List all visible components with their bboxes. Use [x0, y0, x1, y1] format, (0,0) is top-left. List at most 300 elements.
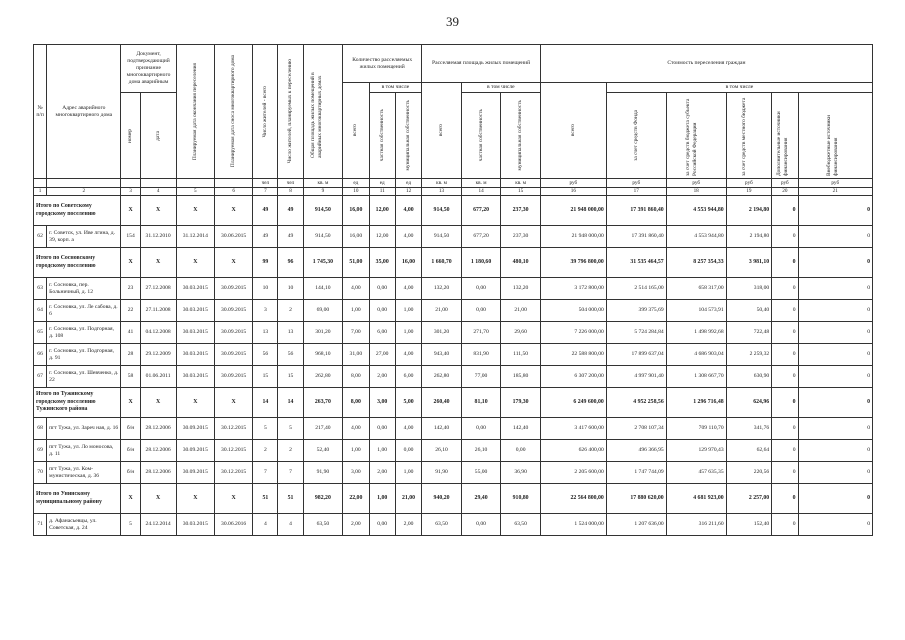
table-cell: 144,10 — [303, 278, 343, 300]
subtotal-cell: X — [214, 248, 252, 278]
table-cell: 5 — [121, 514, 140, 536]
table-cell: 0,00 — [369, 514, 395, 536]
subtotal-cell: X — [140, 388, 176, 418]
units-cell: чел — [253, 179, 278, 188]
table-cell: 4,00 — [395, 418, 421, 440]
table-row — [34, 278, 873, 300]
subtotal-cell: 0 — [772, 196, 798, 226]
table-cell: 62,64 — [726, 440, 772, 462]
header-total-area: Общая площадь жилых помещений в аварийных многоквартирных домах — [309, 71, 323, 158]
subtotal-label: Итого по Тужинскому городскому поселению Тужинского района — [34, 388, 121, 418]
page-number: 39 — [446, 14, 459, 29]
table-cell: 0 — [772, 418, 798, 440]
address-cell: г. Сосновка, ул. Подгорная, д. 91 — [47, 344, 121, 366]
table-row — [34, 322, 873, 344]
table-cell: 129 970,43 — [666, 440, 726, 462]
table-cell: 7 226 000,00 — [540, 322, 606, 344]
subtotal-cell: X — [121, 196, 140, 226]
table-cell: 65 — [34, 322, 47, 344]
header-cost-in-that: в том числе — [606, 83, 872, 93]
table-cell: 4 — [253, 514, 278, 536]
table-cell: 4 553 944,80 — [666, 226, 726, 248]
subtotal-cell: 0 — [772, 248, 798, 278]
address-cell: г. Советск, ул. Иве лгина, д. 39, корп. а — [47, 226, 121, 248]
units-cell: кв. м — [461, 179, 501, 188]
table-row — [34, 366, 873, 388]
subtotal-cell: X — [176, 388, 214, 418]
units-cell: кв. м — [422, 179, 462, 188]
table-cell: 30.12.2015 — [214, 418, 252, 440]
header-cost-regional: за счет средств бюджета субъекта Российской Федерации — [685, 98, 699, 176]
table-cell: 0,00 — [501, 440, 541, 462]
table-cell: 0 — [798, 344, 872, 366]
subtotal-cell: 1 296 716,48 — [666, 388, 726, 418]
table-cell: 185,80 — [501, 366, 541, 388]
table-cell: 0 — [772, 462, 798, 484]
table-cell: 0 — [798, 462, 872, 484]
table-cell: 28.12.2006 — [140, 418, 176, 440]
column-number-cell: 17 — [606, 188, 666, 196]
table-cell: 262,80 — [422, 366, 462, 388]
table-cell: 7,00 — [343, 322, 369, 344]
header-cost-extra: Дополнительные источники финансирования — [775, 110, 789, 176]
subtotal-cell: 0 — [798, 388, 872, 418]
table-cell: 4,00 — [395, 226, 421, 248]
header-no: № п/п — [34, 45, 47, 179]
table-cell: 7 — [278, 462, 303, 484]
table-cell: б/н — [121, 440, 140, 462]
subtotal-cell: 16,00 — [343, 196, 369, 226]
address-cell: д. Афанасьевцы, ул. Советская, д. 24 — [47, 514, 121, 536]
subtotal-cell: 99 — [253, 248, 278, 278]
table-cell: 30.12.2015 — [214, 462, 252, 484]
address-cell: пгт Тужа, ул. Ло моносова, д. 11 — [47, 440, 121, 462]
table-cell: 968,10 — [303, 344, 343, 366]
subtotal-cell: 6 249 600,00 — [540, 388, 606, 418]
table-cell: 8,00 — [343, 366, 369, 388]
table-cell: 56 — [253, 344, 278, 366]
table-cell: 2,00 — [369, 366, 395, 388]
column-number-cell: 6 — [214, 188, 252, 196]
table-cell: 27,00 — [369, 344, 395, 366]
subtotal-cell: 35,00 — [369, 248, 395, 278]
address-cell: г. Сосновка, пер. Больничный, д. 12 — [47, 278, 121, 300]
table-cell: 1 524 000,00 — [540, 514, 606, 536]
table-cell: 24.12.2014 — [140, 514, 176, 536]
subtotal-cell: 14 — [253, 388, 278, 418]
table-cell: 496 366,95 — [606, 440, 666, 462]
table-cell: 4 686 903,04 — [666, 344, 726, 366]
column-number-cell: 20 — [772, 188, 798, 196]
table-cell: 63 — [34, 278, 47, 300]
table-cell: 69 — [34, 440, 47, 462]
table-cell: 0 — [772, 440, 798, 462]
table-cell: 5 — [253, 418, 278, 440]
table-cell: 29,60 — [501, 322, 541, 344]
table-cell: 914,50 — [422, 226, 462, 248]
table-cell: 4,00 — [395, 344, 421, 366]
table-cell: 28 — [121, 344, 140, 366]
header-cost: Стоимость переселения граждан — [540, 45, 872, 83]
table-cell: 55,00 — [461, 462, 501, 484]
table-cell: 30.12.2015 — [214, 440, 252, 462]
table-cell: 21 948 000,00 — [540, 226, 606, 248]
subtotal-cell: 14 — [278, 388, 303, 418]
table-cell: 30.09.2015 — [176, 462, 214, 484]
subtotal-cell: X — [214, 196, 252, 226]
table-row — [34, 462, 873, 484]
column-number-cell: 19 — [726, 188, 772, 196]
subtotal-cell: X — [140, 248, 176, 278]
subtotal-cell: 4 553 944,80 — [666, 196, 726, 226]
table-cell: 316 211,60 — [666, 514, 726, 536]
table-cell: 13 — [253, 322, 278, 344]
table-cell: 4,00 — [343, 418, 369, 440]
table-cell: 301,20 — [303, 322, 343, 344]
header-address: Адрес аварийного многоквартирного дома — [47, 45, 121, 179]
table-cell: 10 — [278, 278, 303, 300]
table-cell: 220,56 — [726, 462, 772, 484]
table-cell: 0 — [772, 300, 798, 322]
table-cell: 31.12.2014 — [176, 226, 214, 248]
table-cell: 626 400,00 — [540, 440, 606, 462]
units-cell: руб — [772, 179, 798, 188]
table-row — [34, 514, 873, 536]
subtotal-cell: 982,20 — [303, 484, 343, 514]
table-cell: 2 194,80 — [726, 226, 772, 248]
column-number-cell: 13 — [422, 188, 462, 196]
subtotal-cell: 480,10 — [501, 248, 541, 278]
table-cell: 0 — [772, 366, 798, 388]
column-number-cell: 15 — [501, 188, 541, 196]
subtotal-row — [34, 484, 873, 514]
table-cell: 0,00 — [369, 418, 395, 440]
subtotal-cell: 940,20 — [422, 484, 462, 514]
table-cell: 71 — [34, 514, 47, 536]
table-cell: 217,40 — [303, 418, 343, 440]
table-cell: 1 498 992,68 — [666, 322, 726, 344]
table-cell: 22 588 800,00 — [540, 344, 606, 366]
header-rooms-municipal: муниципальная собственность — [405, 100, 412, 171]
subtotal-cell: 49 — [253, 196, 278, 226]
table-cell: 31.12.2010 — [140, 226, 176, 248]
table-cell: 4 — [278, 514, 303, 536]
subtotal-label: Итого по Сосновскому городскому поселению — [34, 248, 121, 278]
table-cell: 63,50 — [422, 514, 462, 536]
table-row — [34, 440, 873, 462]
table-cell: 2 514 165,00 — [606, 278, 666, 300]
table-cell: 30.09.2015 — [214, 322, 252, 344]
table-cell: 70 — [34, 462, 47, 484]
table-cell: 30.03.2015 — [176, 322, 214, 344]
subtotal-cell: 3 981,10 — [726, 248, 772, 278]
table-cell: 16,00 — [343, 226, 369, 248]
table-cell: 27.12.2008 — [140, 278, 176, 300]
column-number-cell: 2 — [47, 188, 121, 196]
table-cell: 29.12.2009 — [140, 344, 176, 366]
column-number-row — [34, 188, 873, 196]
address-cell: г. Сосновка, ул. Ле сабова, д. 6 — [47, 300, 121, 322]
subtotal-cell: 624,96 — [726, 388, 772, 418]
table-cell: 91,90 — [303, 462, 343, 484]
units-cell: руб — [726, 179, 772, 188]
table-cell: 722,48 — [726, 322, 772, 344]
subtotal-cell: 31 535 464,57 — [606, 248, 666, 278]
table-cell: 3 — [253, 300, 278, 322]
table-cell: 0 — [772, 226, 798, 248]
header-residents-to-move: Число жителей, планируемых к переселению — [287, 59, 294, 164]
table-cell: 6,00 — [369, 322, 395, 344]
header-cost-extra2: Внебюджетные источники финансирования — [826, 114, 840, 176]
table-cell: 0 — [772, 344, 798, 366]
units-cell — [47, 179, 121, 188]
column-number-cell: 18 — [666, 188, 726, 196]
table-cell: 5 724 284,84 — [606, 322, 666, 344]
table-cell: 943,40 — [422, 344, 462, 366]
table-cell: 3 172 800,00 — [540, 278, 606, 300]
table-cell: 52,40 — [303, 440, 343, 462]
table-cell: 30.09.2015 — [214, 366, 252, 388]
table-cell: 1 207 636,00 — [606, 514, 666, 536]
address-cell: г. Сосновка, ул. Подгорная, д. 108 — [47, 322, 121, 344]
table-cell: 0 — [798, 440, 872, 462]
table-cell: 77,00 — [461, 366, 501, 388]
table-cell: 0,00 — [369, 278, 395, 300]
subtotal-cell: 1,00 — [369, 484, 395, 514]
subtotal-cell: 8,00 — [343, 388, 369, 418]
subtotal-cell: 22 564 800,00 — [540, 484, 606, 514]
address-cell: г. Сосновка, ул. Шевченко, д. 22 — [47, 366, 121, 388]
table-cell: 2,00 — [343, 514, 369, 536]
table-cell: 30.03.2015 — [176, 366, 214, 388]
subtotal-cell: 0 — [772, 388, 798, 418]
subtotal-cell: 0 — [772, 484, 798, 514]
header-residents-total: Число жителей - всего — [261, 85, 268, 138]
units-cell: ед — [343, 179, 369, 188]
table-cell: 630,90 — [726, 366, 772, 388]
table-cell: 30.09.2015 — [214, 300, 252, 322]
subtotal-cell: 237,30 — [501, 196, 541, 226]
table-cell: 30.09.2015 — [176, 418, 214, 440]
subtotal-cell: 17 880 620,00 — [606, 484, 666, 514]
table-cell: 4,00 — [395, 278, 421, 300]
table-cell: 2 — [278, 300, 303, 322]
column-number-cell: 12 — [395, 188, 421, 196]
table-cell: 1 308 667,70 — [666, 366, 726, 388]
table-cell: 0,00 — [369, 300, 395, 322]
column-number-cell: 7 — [253, 188, 278, 196]
subtotal-cell: 2 257,00 — [726, 484, 772, 514]
table-cell: 30.03.2015 — [176, 278, 214, 300]
table-cell: 30.03.2015 — [176, 514, 214, 536]
subtotal-cell: 51,00 — [343, 248, 369, 278]
table-cell: 677,20 — [461, 226, 501, 248]
table-cell: 2 205 600,00 — [540, 462, 606, 484]
units-cell: ед — [369, 179, 395, 188]
subtotal-cell: 5,00 — [395, 388, 421, 418]
table-cell: 142,40 — [501, 418, 541, 440]
subtotal-cell: 4 681 923,00 — [666, 484, 726, 514]
table-cell: б/н — [121, 462, 140, 484]
table-cell: 30.06.2015 — [214, 226, 252, 248]
address-cell: пгт Тужа, ул. Ком мунистическая, д. 36 — [47, 462, 121, 484]
table-cell: 56 — [278, 344, 303, 366]
table-cell: 28.12.2006 — [140, 462, 176, 484]
table-cell: 27.11.2008 — [140, 300, 176, 322]
table-cell: 1,00 — [343, 440, 369, 462]
subtotal-cell: X — [176, 484, 214, 514]
subtotal-cell: 0 — [798, 248, 872, 278]
subtotal-cell: 51 — [253, 484, 278, 514]
subtotal-cell: 12,00 — [369, 196, 395, 226]
header-rooms-count: Количество расселяемых жилых помещений — [343, 45, 422, 83]
table-cell: 831,90 — [461, 344, 501, 366]
header-planned-move-date: Планируемая дата окончания переселения — [191, 62, 198, 161]
units-cell: кв. м — [501, 179, 541, 188]
table-cell: 2 708 107,34 — [606, 418, 666, 440]
table-cell: 0 — [772, 278, 798, 300]
subtotal-cell: 17 391 860,40 — [606, 196, 666, 226]
table-cell: 91,90 — [422, 462, 462, 484]
subtotal-cell: 0 — [798, 484, 872, 514]
header-planned-demolition-date: Планируемая дата сноса многоквартирного дома — [230, 55, 237, 168]
table-cell: 457 635,35 — [666, 462, 726, 484]
units-cell — [140, 179, 176, 188]
table-cell: 15 — [253, 366, 278, 388]
table-cell: 30.03.2015 — [176, 344, 214, 366]
subtotal-cell: 2 194,80 — [726, 196, 772, 226]
column-number-cell: 11 — [369, 188, 395, 196]
table-cell: 64 — [34, 300, 47, 322]
subtotal-cell: X — [121, 484, 140, 514]
table-cell: 21,00 — [422, 300, 462, 322]
table-cell: 1,00 — [343, 300, 369, 322]
table-row — [34, 344, 873, 366]
column-number-cell: 5 — [176, 188, 214, 196]
table-cell: 1,00 — [369, 440, 395, 462]
table-cell: 2 — [278, 440, 303, 462]
subtotal-cell: X — [214, 484, 252, 514]
table-cell: 49 — [278, 226, 303, 248]
table-cell: 10 — [253, 278, 278, 300]
header-resettled-area: Расселяемая площадь жилых помещений — [422, 45, 541, 83]
table-cell: 0 — [798, 322, 872, 344]
table-cell: 4 997 901,40 — [606, 366, 666, 388]
table-cell: 63,50 — [303, 514, 343, 536]
table-cell: 23 — [121, 278, 140, 300]
table-cell: 69,00 — [303, 300, 343, 322]
table-cell: 41 — [121, 322, 140, 344]
table-cell: 0 — [798, 226, 872, 248]
units-cell — [176, 179, 214, 188]
units-cell: руб — [540, 179, 606, 188]
table-cell: 262,80 — [303, 366, 343, 388]
subtotal-cell: 263,70 — [303, 388, 343, 418]
subtotal-row — [34, 196, 873, 226]
table-cell: 0 — [772, 322, 798, 344]
table-cell: 5 — [278, 418, 303, 440]
table-cell: 1,00 — [395, 462, 421, 484]
table-cell: 68 — [34, 418, 47, 440]
subtotal-label: Итого по Советскому городскому поселению — [34, 196, 121, 226]
table-cell: 0,00 — [395, 440, 421, 462]
table-cell: 21,00 — [501, 300, 541, 322]
subtotal-cell: 51 — [278, 484, 303, 514]
table-cell: 2 — [253, 440, 278, 462]
table-cell: 0,00 — [461, 514, 501, 536]
subtotal-label: Итого по Унинскому муниципальному району — [34, 484, 121, 514]
subtotal-cell: X — [140, 484, 176, 514]
header-doc-number: номер — [127, 128, 134, 143]
header-doc-date: дата — [154, 130, 161, 141]
subtotal-cell: 910,80 — [501, 484, 541, 514]
table-cell: 22 — [121, 300, 140, 322]
units-cell: руб — [798, 179, 872, 188]
table-cell: 104 573,91 — [666, 300, 726, 322]
table-cell: 67 — [34, 366, 47, 388]
units-cell — [34, 179, 47, 188]
units-row — [34, 179, 873, 188]
table-cell: 7 — [253, 462, 278, 484]
table-cell: 30.09.2015 — [214, 344, 252, 366]
table-cell: 62 — [34, 226, 47, 248]
table-row — [34, 226, 873, 248]
table-cell: 6,00 — [395, 366, 421, 388]
subtotal-cell: X — [121, 248, 140, 278]
header-rooms-total: всего — [352, 124, 359, 137]
subtotal-cell: 677,20 — [461, 196, 501, 226]
header-rooms-private: частная собственность — [378, 109, 385, 162]
table-cell: 142,40 — [422, 418, 462, 440]
table-cell: 504 000,00 — [540, 300, 606, 322]
subtotal-row — [34, 388, 873, 418]
address-cell: пгт Тужа, ул. Зареч ная, д. 16 — [47, 418, 121, 440]
table-cell: 30.09.2015 — [214, 278, 252, 300]
subtotal-cell: 29,40 — [461, 484, 501, 514]
units-cell: ед — [395, 179, 421, 188]
table-cell: 0 — [798, 418, 872, 440]
subtotal-cell: 1 660,70 — [422, 248, 462, 278]
header-rooms-in-that: в том числе — [369, 83, 422, 93]
subtotal-cell: 4 952 258,56 — [606, 388, 666, 418]
table-cell: 0,00 — [461, 418, 501, 440]
table-cell: 28.12.2006 — [140, 440, 176, 462]
table-cell: 58 — [121, 366, 140, 388]
table-cell: 0 — [798, 514, 872, 536]
column-number-cell: 9 — [303, 188, 343, 196]
table-cell: 0,00 — [461, 300, 501, 322]
table-cell: 132,20 — [501, 278, 541, 300]
table-cell: 341,76 — [726, 418, 772, 440]
table-cell: 30.06.2016 — [214, 514, 252, 536]
table-cell: 12,00 — [369, 226, 395, 248]
table-cell: 04.12.2008 — [140, 322, 176, 344]
header-area-in-that: в том числе — [461, 83, 540, 93]
table-cell: 30.03.2015 — [176, 300, 214, 322]
table-cell: 01.06.2011 — [140, 366, 176, 388]
header-area-total: всего — [438, 124, 445, 137]
column-number-cell: 21 — [798, 188, 872, 196]
table-cell: 6 307 200,00 — [540, 366, 606, 388]
subtotal-cell: 8 257 354,33 — [666, 248, 726, 278]
subtotal-cell: 4,00 — [395, 196, 421, 226]
table-cell: 63,50 — [501, 514, 541, 536]
subtotal-cell: X — [176, 196, 214, 226]
header-document: Документ, подтверждающий признание многоквартирного дома аварийным — [121, 45, 176, 93]
table-cell: 0 — [798, 300, 872, 322]
table-cell: 2 259,32 — [726, 344, 772, 366]
table-cell: 36,90 — [501, 462, 541, 484]
